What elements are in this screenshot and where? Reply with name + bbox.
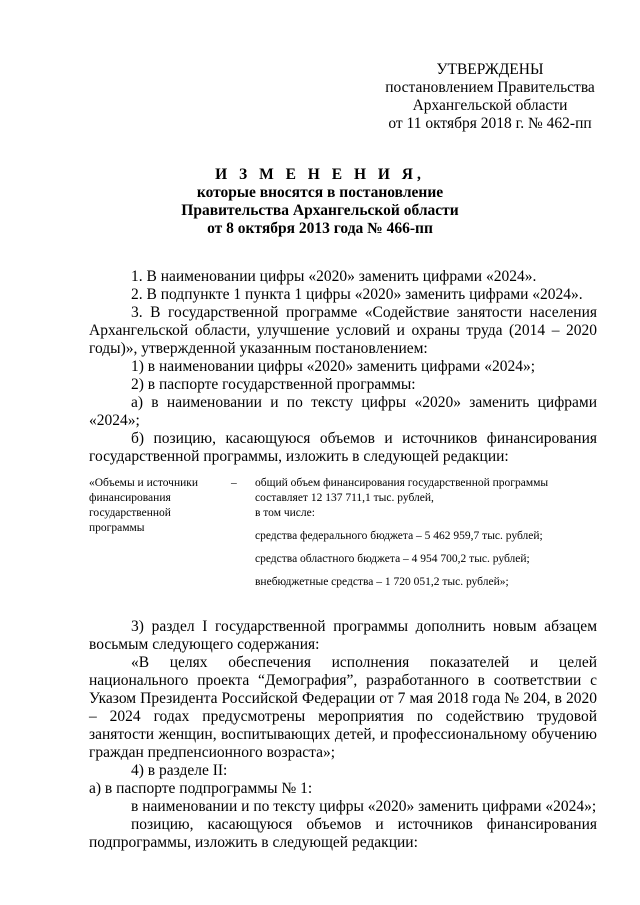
paragraph-item-1: 1. В наименовании цифры «2020» заменить цифрами «2024». — [131, 268, 537, 285]
table-right-line: внебюджетные средства – 1 720 051,2 тыс. рублей»; — [255, 576, 509, 588]
approval-heading: УТВЕРЖДЕНЫ — [436, 61, 544, 78]
table-dash: – — [231, 477, 237, 489]
title-line: которые вносятся в постановление — [196, 184, 444, 201]
paragraph-item-3-4a-2: позицию, касающуюся объемов и источников финансирования подпрограммы, изложить в следующей редакции: — [89, 816, 597, 851]
paragraph-item-3-4: 4) в разделе II: — [131, 762, 228, 779]
title-line: от 8 октября 2013 года № 466-пп — [207, 220, 433, 237]
paragraph-item-3-2: 2) в паспорте государственной программы: — [131, 376, 416, 393]
title-line: Правительства Архангельской области — [181, 202, 459, 219]
table-right-line: в том числе: — [255, 507, 315, 519]
paragraph-item-3-4a-1: в наименовании и по тексту цифры «2020» заменить цифрами «2024»; — [131, 798, 597, 815]
document-body — [89, 268, 597, 852]
approval-line: постановлением Правительства — [385, 79, 595, 96]
paragraph-item-3-3: 3) раздел I государственной программы дополнить новым абзацем восьмым следующего содержания: — [89, 618, 597, 653]
table-left-line: государственной — [89, 507, 171, 519]
table-right-line: средства федерального бюджета – 5 462 959,7 тыс. рублей; — [255, 530, 543, 542]
quote-paragraph: «В целях обеспечения исполнения показателей и целей национального проекта “Демография”, разработанного в соответствии с Указом Президента Российской Федерации от 7 мая 2018 года № 204, в 2020 – 2024 годах предусмотрены мероприятия по содействию трудовой занятости женщин, воспитывающих детей, и профессиональному обучению граждан предпенсионного возраста»; — [89, 654, 597, 761]
financing-table — [89, 476, 597, 590]
spacer — [89, 604, 597, 618]
paragraph-item-3-2a: а) в наименовании и по тексту цифры «2020» заменить цифрами «2024»; — [89, 394, 597, 429]
table-right-column — [255, 476, 597, 590]
approval-line: Архангельской области — [412, 97, 568, 114]
paragraph-item-3: 3. В государственной программе «Содействие занятости населения Архангельской области, улучшение условий и охраны труда (2014 – 2020 годы)», утвержденной указанным постановлением: — [89, 304, 597, 357]
paragraph-item-3-4a: а) в паспорте подпрограммы № 1: — [89, 780, 313, 797]
table-left-line: программы — [89, 522, 145, 534]
table-left-line: «Объемы и источники — [89, 477, 198, 489]
paragraph-item-3-2b: б) позицию, касающуюся объемов и источников финансирования государственной программы, изложить в следующей редакции: — [89, 430, 597, 465]
paragraph-item-2: 2. В подпункте 1 пункта 1 цифры «2020» заменить цифрами «2024». — [131, 286, 583, 303]
document-title — [80, 166, 560, 238]
paragraph-item-3-1: 1) в наименовании цифры «2020» заменить цифрами «2024»; — [131, 358, 536, 375]
approval-stamp — [370, 61, 610, 133]
table-right-line: общий объем финансирования государственной программы — [255, 477, 549, 489]
table-left-line: финансирования — [89, 492, 171, 504]
title-heading: И З М Е Н Е Н И Я, — [215, 166, 425, 183]
approval-date: от 11 октября 2018 г. № 462-пп — [388, 115, 592, 132]
table-left-column — [89, 476, 231, 590]
table-right-line: составляет 12 137 711,1 тыс. рублей, — [255, 492, 434, 504]
table-right-line: средства областного бюджета – 4 954 700,2 тыс. рублей; — [255, 553, 530, 565]
